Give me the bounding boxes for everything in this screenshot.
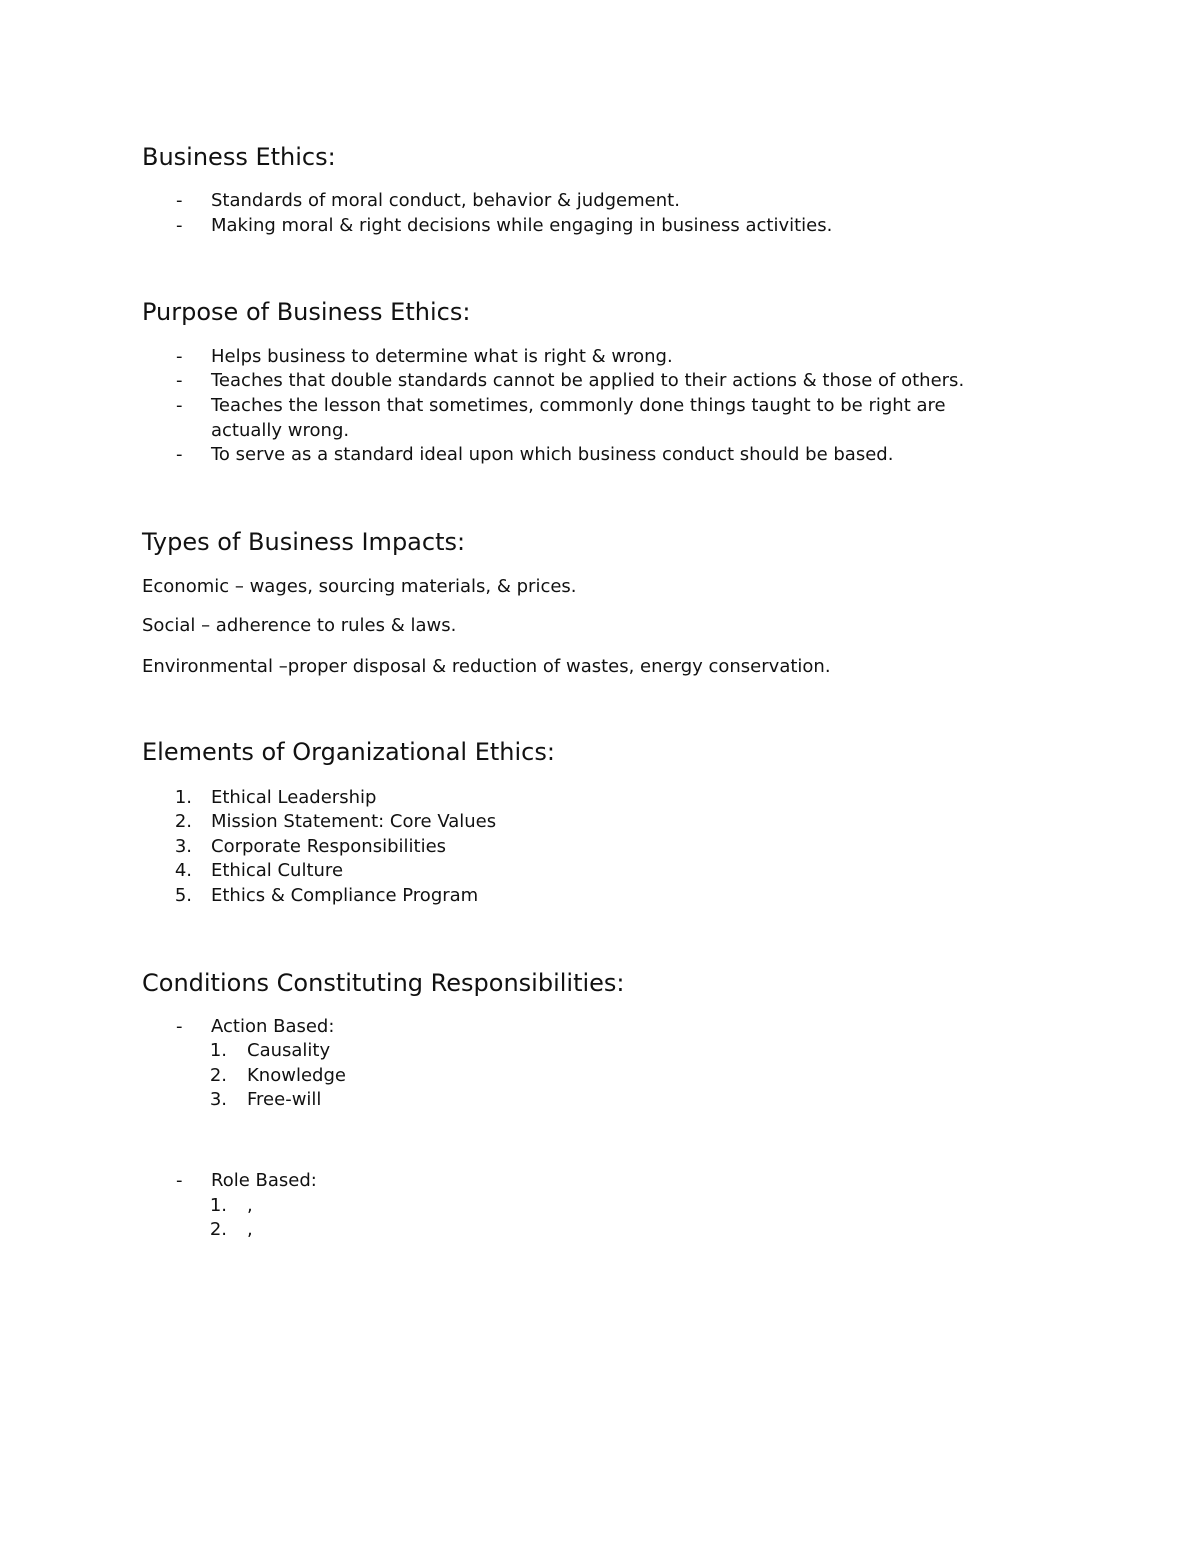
- section-heading-purpose: Purpose of Business Ethics:: [142, 298, 471, 326]
- bullet-dash: -: [176, 346, 183, 367]
- list-item-text: Role Based:: [211, 1170, 317, 1191]
- section-heading-business-ethics: Business Ethics:: [142, 143, 336, 171]
- item-number: 1.: [174, 787, 192, 808]
- paragraph-social: Social – adherence to rules & laws.: [142, 615, 457, 636]
- list-item-text: Making moral & right decisions while engaging in business activities.: [211, 215, 833, 236]
- bullet-dash: -: [176, 1016, 183, 1037]
- item-number: 5.: [174, 885, 192, 906]
- item-text: Ethical Leadership: [211, 787, 377, 808]
- item-number: 3.: [209, 1089, 227, 1110]
- item-text: ,: [247, 1195, 253, 1216]
- bullet-dash: -: [176, 215, 183, 236]
- item-text: Ethics & Compliance Program: [211, 885, 479, 906]
- section-heading-conditions: Conditions Constituting Responsibilities:: [142, 969, 625, 997]
- item-text: Knowledge: [247, 1065, 346, 1086]
- item-text: Mission Statement: Core Values: [211, 811, 497, 832]
- item-text: ,: [247, 1219, 253, 1240]
- list-item-text: Teaches that double standards cannot be applied to their actions & those of others.: [211, 370, 965, 391]
- list-item-text: Helps business to determine what is right & wrong.: [211, 346, 673, 367]
- list-item-text: Standards of moral conduct, behavior & judgement.: [211, 190, 680, 211]
- list-item-text: Teaches the lesson that sometimes, commonly done things taught to be right are: [211, 395, 946, 416]
- bullet-dash: -: [176, 444, 183, 465]
- item-text: Causality: [247, 1040, 331, 1061]
- item-number: 3.: [174, 836, 192, 857]
- item-number: 2.: [209, 1065, 227, 1086]
- list-item-text: To serve as a standard ideal upon which business conduct should be based.: [211, 444, 894, 465]
- item-number: 1.: [209, 1195, 227, 1216]
- bullet-dash: -: [176, 370, 183, 391]
- section-heading-elements: Elements of Organizational Ethics:: [142, 738, 555, 766]
- paragraph-economic: Economic – wages, sourcing materials, & prices.: [142, 576, 577, 597]
- item-number: 2.: [209, 1219, 227, 1240]
- section-heading-impacts: Types of Business Impacts:: [142, 528, 466, 556]
- bullet-dash: -: [176, 395, 183, 416]
- item-number: 4.: [174, 860, 192, 881]
- item-text: Corporate Responsibilities: [211, 836, 447, 857]
- bullet-dash: -: [176, 190, 183, 211]
- list-item-text: Action Based:: [211, 1016, 335, 1037]
- paragraph-environmental: Environmental –proper disposal & reduction of wastes, energy conservation.: [142, 656, 831, 677]
- item-number: 2.: [174, 811, 192, 832]
- item-text: Ethical Culture: [211, 860, 344, 881]
- item-text: Free-will: [247, 1089, 322, 1110]
- bullet-dash: -: [176, 1170, 183, 1191]
- list-item-text: actually wrong.: [211, 420, 350, 441]
- item-number: 1.: [209, 1040, 227, 1061]
